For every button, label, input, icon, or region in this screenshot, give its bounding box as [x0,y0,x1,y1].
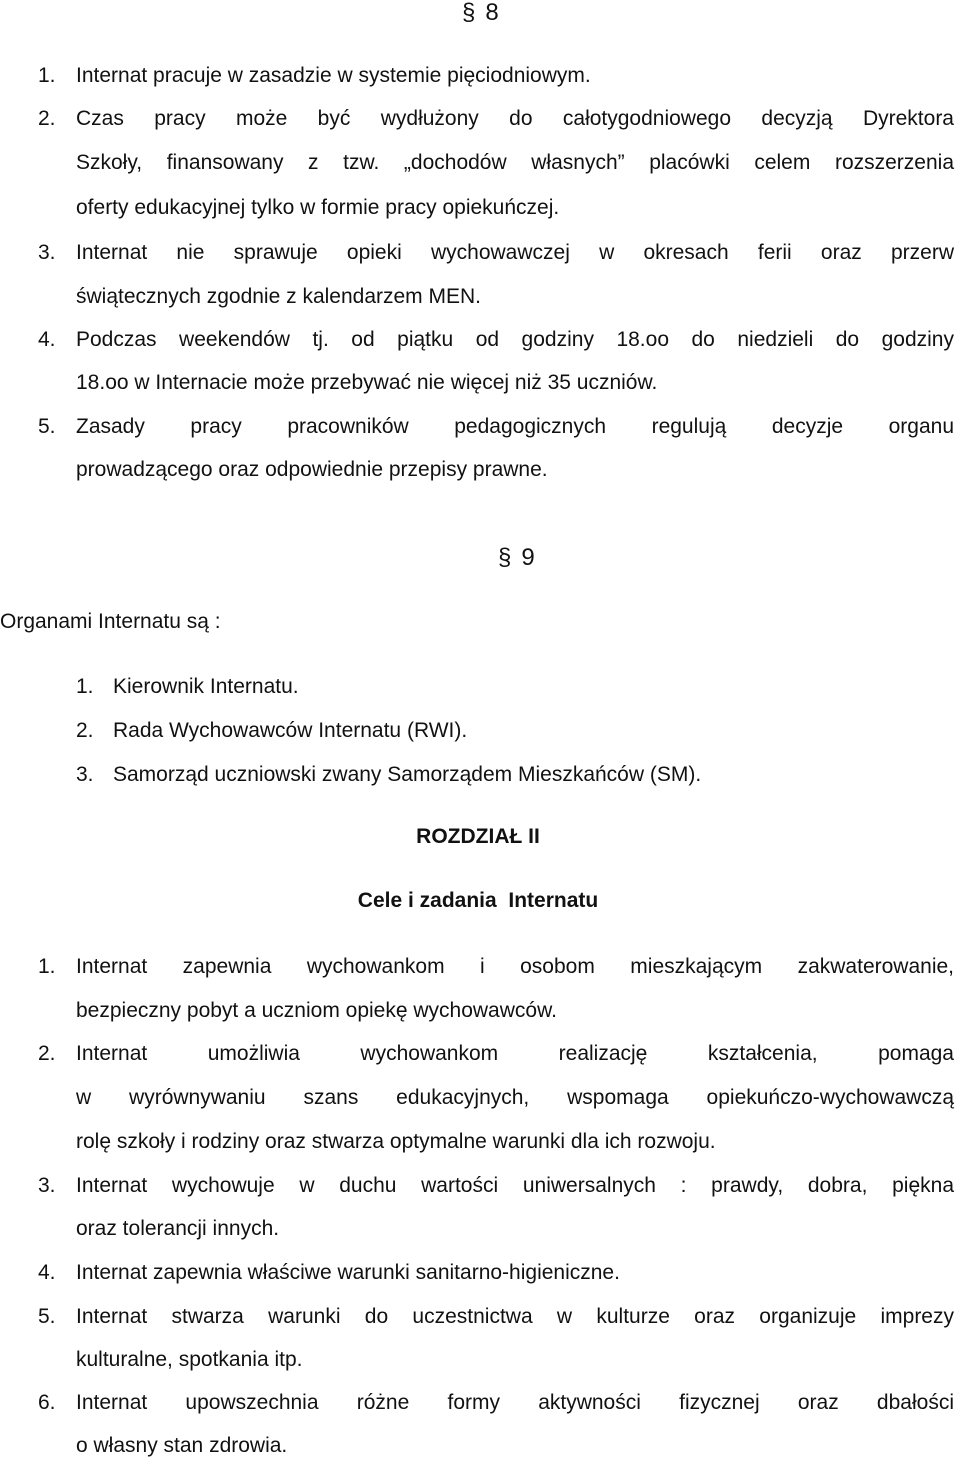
chapter-title: ROZDZIAŁ II [416,825,540,848]
list-item-line: Internat wychowuje w duchu wartości uniwersalnych : prawdy, dobra, piękna [76,1174,954,1197]
list-item-number: 6. [38,1391,56,1414]
list-item-line: kulturalne, spotkania itp. [76,1348,303,1371]
list-item-line: oferty edukacyjnej tylko w formie pracy opiekuńczej. [76,196,560,219]
list-item-line: rolę szkoły i rodziny oraz stwarza optymalne warunki dla ich rozwoju. [76,1130,716,1153]
list-item-line: Internat zapewnia właściwe warunki sanitarno-higieniczne. [76,1261,620,1284]
list-item-line: Czas pracy może być wydłużony do całotygodniowego decyzją Dyrektora [76,107,954,130]
list-item-line: bezpieczny pobyt a uczniom opiekę wychowawców. [76,999,557,1022]
list-item-line: Internat zapewnia wychowankom i osobom mieszkającym zakwaterowanie, [76,955,954,978]
section-heading-9 [498,545,535,571]
list-item-line: Internat stwarza warunki do uczestnictwa w kulturze oraz organizuje imprezy [76,1305,954,1328]
list-item-line: świątecznych zgodnie z kalendarzem MEN. [76,285,482,308]
list-item-line: Internat upowszechnia różne formy aktywności fizycznej oraz dbałości [76,1391,954,1414]
list-item-number: 2. [76,719,94,742]
section-number: 8 [485,0,499,26]
list-item-number: 3. [38,1174,56,1197]
list-item-number: 2. [38,107,56,130]
list-item-line: Internat umożliwia wychowankom realizację kształcenia, pomaga [76,1042,954,1065]
list-item-line: prowadzącego oraz odpowiednie przepisy prawne. [76,458,548,481]
list-item-line: o własny stan zdrowia. [76,1434,288,1457]
list-item-number: 1. [38,955,56,978]
section-symbol: § [462,0,476,26]
list-item-line: Zasady pracy pracowników pedagogicznych regulują decyzje organu [76,415,954,438]
list-item-text: Rada Wychowawców Internatu (RWI). [113,719,468,742]
organs-intro: Organami Internatu są : [0,610,221,633]
list-item-line: Szkoły, finansowany z tzw. „dochodów własnych” placówki celem rozszerzenia [76,151,954,174]
list-item-number: 3. [38,241,56,264]
list-item-line: Internat pracuje w zasadzie w systemie pięciodniowym. [76,64,591,87]
list-item-number: 2. [38,1042,56,1065]
section-heading-8 [462,0,499,26]
list-item-number: 5. [38,415,56,438]
section-number: 9 [521,544,535,571]
list-item-line: oraz tolerancji innych. [76,1217,280,1240]
list-item-number: 4. [38,328,56,351]
list-item-line: w wyrównywaniu szans edukacyjnych, wspomaga opiekuńczo-wychowawczą [76,1086,954,1109]
list-item-line: 18.oo w Internacie może przebywać nie więcej niż 35 uczniów. [76,371,658,394]
list-item-number: 3. [76,763,94,786]
list-item-number: 4. [38,1261,56,1284]
list-item-number: 1. [76,675,94,698]
list-item-number: 1. [38,64,56,87]
list-item-text: Kierownik Internatu. [113,675,299,698]
list-item-line: Internat nie sprawuje opieki wychowawczej w okresach ferii oraz przerw [76,241,954,264]
list-item-text: Samorząd uczniowski zwany Samorządem Mieszkańców (SM). [113,763,702,786]
section-symbol: § [498,544,512,571]
chapter-subtitle: Cele i zadania Internatu [357,889,599,912]
list-item-number: 5. [38,1305,56,1328]
list-item-line: Podczas weekendów tj. od piątku od godziny 18.oo do niedzieli do godziny [76,328,954,351]
